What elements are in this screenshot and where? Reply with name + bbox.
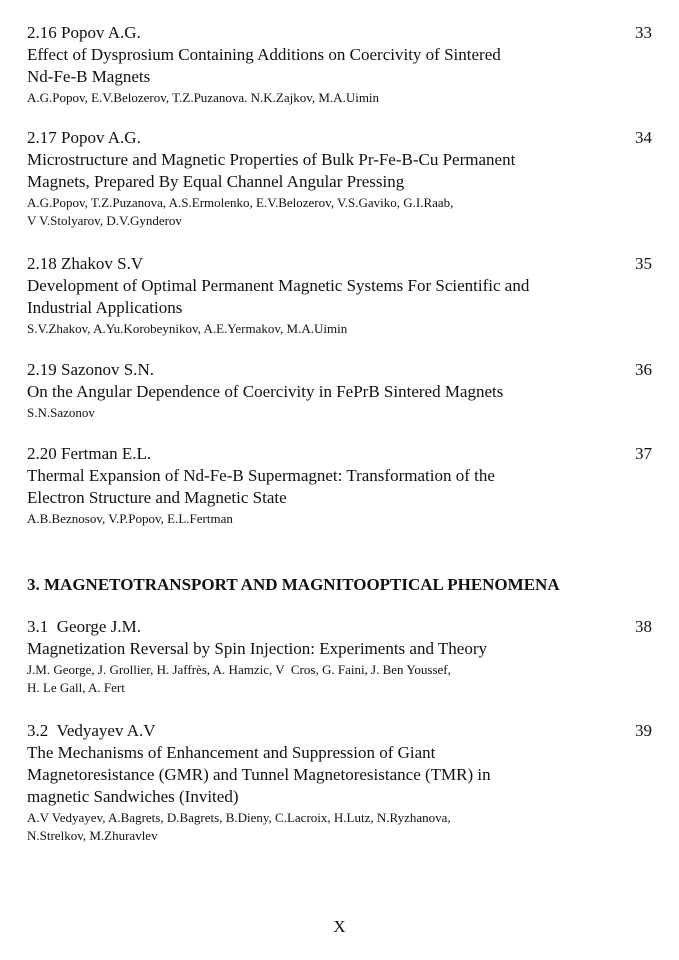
entry-header bbox=[27, 127, 652, 149]
page-number: 33 bbox=[635, 23, 652, 42]
page-number: 34 bbox=[635, 128, 652, 147]
entry-title: Development of Optimal Permanent Magnetic Systems For Scientific and Industrial Applications bbox=[27, 276, 530, 317]
page-number: 39 bbox=[635, 721, 652, 740]
entry-authors: A.G.Popov, E.V.Belozerov, T.Z.Puzanova. N.K.Zajkov, M.A.Uimin bbox=[27, 90, 380, 105]
page-number: 38 bbox=[635, 617, 652, 636]
entry-authors: A.G.Popov, T.Z.Puzanova, A.S.Ermolenko, E.V.Belozerov, V.S.Gaviko, G.I.Raab, V V.Stolyarov, D.V.Gynderov bbox=[27, 195, 454, 228]
entry-header bbox=[27, 616, 652, 638]
entry-authors: J.M. George, J. Grollier, H. Jaffrès, A. Hamzic, V Cros, G. Faini, J. Ben Youssef, H. Le Gall, A. Fert bbox=[27, 662, 451, 695]
toc-entry bbox=[27, 22, 652, 107]
entry-number-and-presenter: 2.20 Fertman E.L. bbox=[27, 444, 152, 463]
toc-entry bbox=[27, 443, 652, 528]
entry-title: Magnetization Reversal by Spin Injection: Experiments and Theory bbox=[27, 639, 487, 658]
entry-authors: S.V.Zhakov, A.Yu.Korobeynikov, A.E.Yermakov, M.A.Uimin bbox=[27, 321, 348, 336]
entry-title: Microstructure and Magnetic Properties of Bulk Pr-Fe-B-Cu Permanent Magnets, Prepared By Equal Channel Angular Pressing bbox=[27, 150, 516, 191]
page-footer-number: X bbox=[333, 917, 346, 936]
entry-title: On the Angular Dependence of Coercivity in FePrB Sintered Magnets bbox=[27, 382, 504, 401]
page-number: 35 bbox=[635, 254, 652, 273]
entry-number-and-presenter: 2.18 Zhakov S.V bbox=[27, 254, 144, 273]
entry-number-and-presenter: 2.16 Popov A.G. bbox=[27, 23, 141, 42]
toc-entry bbox=[27, 127, 652, 230]
entry-authors: A.B.Beznosov, V.P.Popov, E.L.Fertman bbox=[27, 511, 233, 526]
entry-number-and-presenter: 2.17 Popov A.G. bbox=[27, 128, 141, 147]
page-number: 37 bbox=[635, 444, 652, 463]
entry-header bbox=[27, 443, 652, 465]
entry-header bbox=[27, 253, 652, 275]
entry-header bbox=[27, 720, 652, 742]
page-number: 36 bbox=[635, 360, 652, 379]
toc-entry bbox=[27, 720, 652, 845]
entry-authors: A.V Vedyayev, A.Bagrets, D.Bagrets, B.Dieny, C.Lacroix, H.Lutz, N.Ryzhanova, N.Strelkov, M.Zhuravlev bbox=[27, 810, 451, 843]
entry-title: The Mechanisms of Enhancement and Suppression of Giant Magnetoresistance (GMR) and Tunnel Magnetoresistance (TMR) in magnetic Sandwiches (Invited) bbox=[27, 743, 491, 806]
toc-entry bbox=[27, 253, 652, 338]
entry-number-and-presenter: 3.2 Vedyayev A.V bbox=[27, 721, 156, 740]
entry-header bbox=[27, 22, 652, 44]
entry-number-and-presenter: 2.19 Sazonov S.N. bbox=[27, 360, 155, 379]
entry-number-and-presenter: 3.1 George J.M. bbox=[27, 617, 141, 636]
entry-title: Thermal Expansion of Nd-Fe-B Supermagnet: Transformation of the Electron Structure and Magnetic State bbox=[27, 466, 495, 507]
entry-header bbox=[27, 359, 652, 381]
entry-title: Effect of Dysprosium Containing Additions on Coercivity of Sintered Nd-Fe-B Magnets bbox=[27, 45, 501, 86]
toc-entry bbox=[27, 359, 652, 422]
section-heading: 3. MAGNETOTRANSPORT AND MAGNITOOPTICAL PHENOMENA bbox=[27, 575, 560, 594]
toc-entry bbox=[27, 616, 652, 697]
entry-authors: S.N.Sazonov bbox=[27, 405, 95, 420]
